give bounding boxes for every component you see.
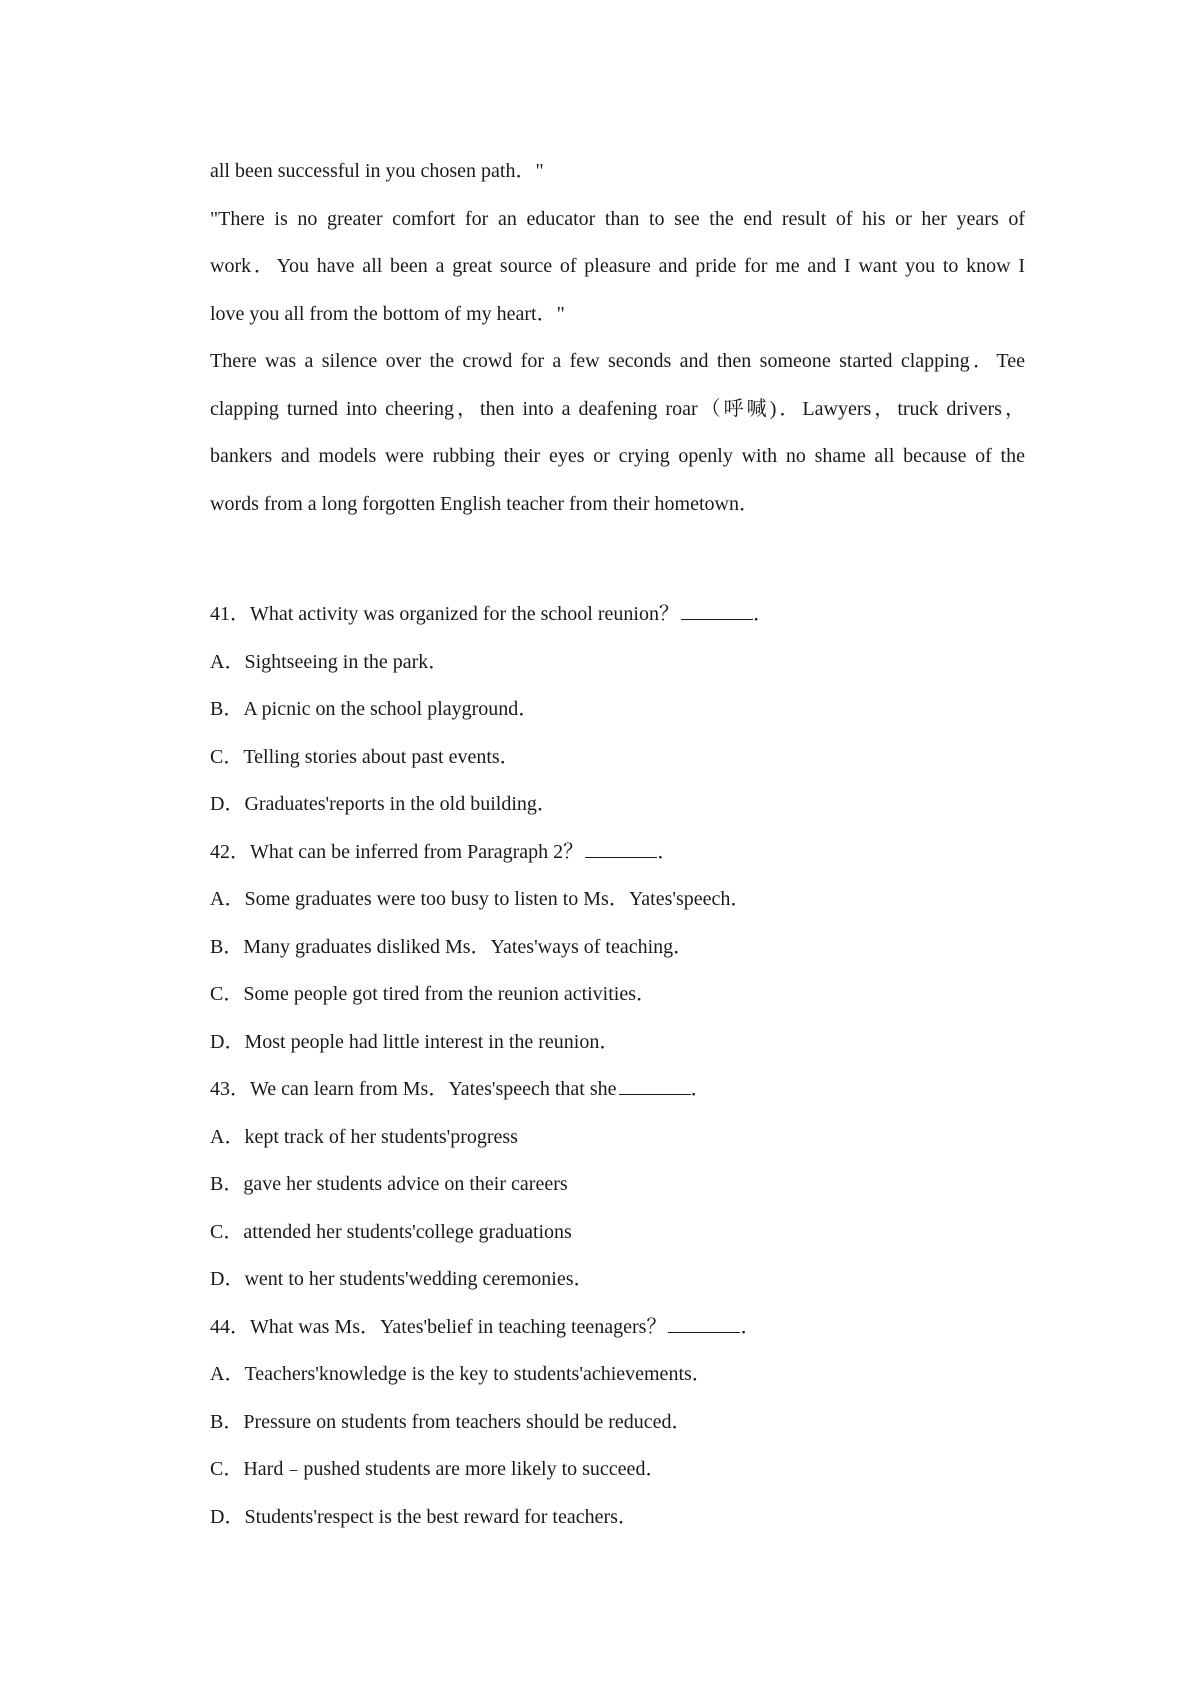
option-a: A．Sightseeing in the park． [210,650,449,673]
option-b: B．A picnic on the school playground． [210,698,539,720]
option-a: A．Some graduates were too busy to listen to Ms．Yates'speech． [210,888,751,910]
option-a: A．kept track of her students'progress [210,1125,518,1148]
passage-line: love you all from the bottom of my heart．" [210,302,565,325]
option-c: C．Hard﹣pushed students are more likely to succeed． [210,1458,666,1480]
option-d: D．Most people had little interest in the reunion． [210,1030,620,1053]
passage-line: all been successful in you chosen path．" [210,160,544,182]
question-text: 44．What was Ms．Yates'belief in teaching teenagers？ [210,1315,667,1338]
passage-line: There was a silence over the crowd for a few seconds and then someone started clapping．Tee [210,350,1025,372]
passage-line: words from a long forgotten English teacher from their hometown． [210,492,759,515]
stem-end: ． [752,603,773,625]
question-stem [210,1304,1025,1352]
stem-end: ． [740,1315,761,1338]
option-b: B．gave her students advice on their careers [210,1173,568,1195]
answer-blank [668,1312,740,1333]
option-c: C．Some people got tired from the reunion activities． [210,983,657,1005]
passage-line: bankers and models were rubbing their eyes or crying openly with no shame all because of the [210,445,1025,467]
answer-blank [585,837,657,858]
option-b: B．Many graduates disliked Ms．Yates'ways of teaching． [210,935,694,958]
stem-end: ． [657,840,678,863]
passage-line: "There is no greater comfort for an educator than to see the end result of his or her years of [210,207,1025,230]
document-page [210,148,1025,1541]
stem-end: ． [690,1078,711,1100]
question-stem [210,1066,1025,1114]
section-gap [210,528,1025,591]
question-text: 41．What activity was organized for the school reunion？ [210,603,679,625]
option-a: A．Teachers'knowledge is the key to students'achievements． [210,1363,712,1385]
answer-blank [619,1074,691,1095]
option-d: D．went to her students'wedding ceremonies． [210,1268,594,1290]
option-d: D．Students'respect is the best reward for teachers． [210,1505,638,1528]
question-42 [210,829,1025,1067]
option-c: C．attended her students'college graduations [210,1220,572,1243]
question-text: 42．What can be inferred from Paragraph 2？ [210,840,584,863]
passage-line: work．You have all been a great source of pleasure and pride for me and I want you to know I [210,255,1025,277]
option-c: C．Telling stories about past events． [210,745,520,768]
question-44 [210,1304,1025,1542]
answer-blank [681,599,753,620]
question-43 [210,1066,1025,1304]
passage-line: clapping turned into cheering，then into a deafening roar（呼喊)．Lawyers，truck drivers， [210,397,1025,420]
option-b: B．Pressure on students from teachers should be reduced． [210,1410,692,1433]
question-stem [210,829,1025,877]
question-text: 43．We can learn from Ms．Yates'speech that she [210,1078,617,1100]
passage [210,148,1025,528]
option-d: D．Graduates'reports in the old building． [210,793,557,815]
question-stem [210,591,1025,639]
question-41 [210,591,1025,829]
